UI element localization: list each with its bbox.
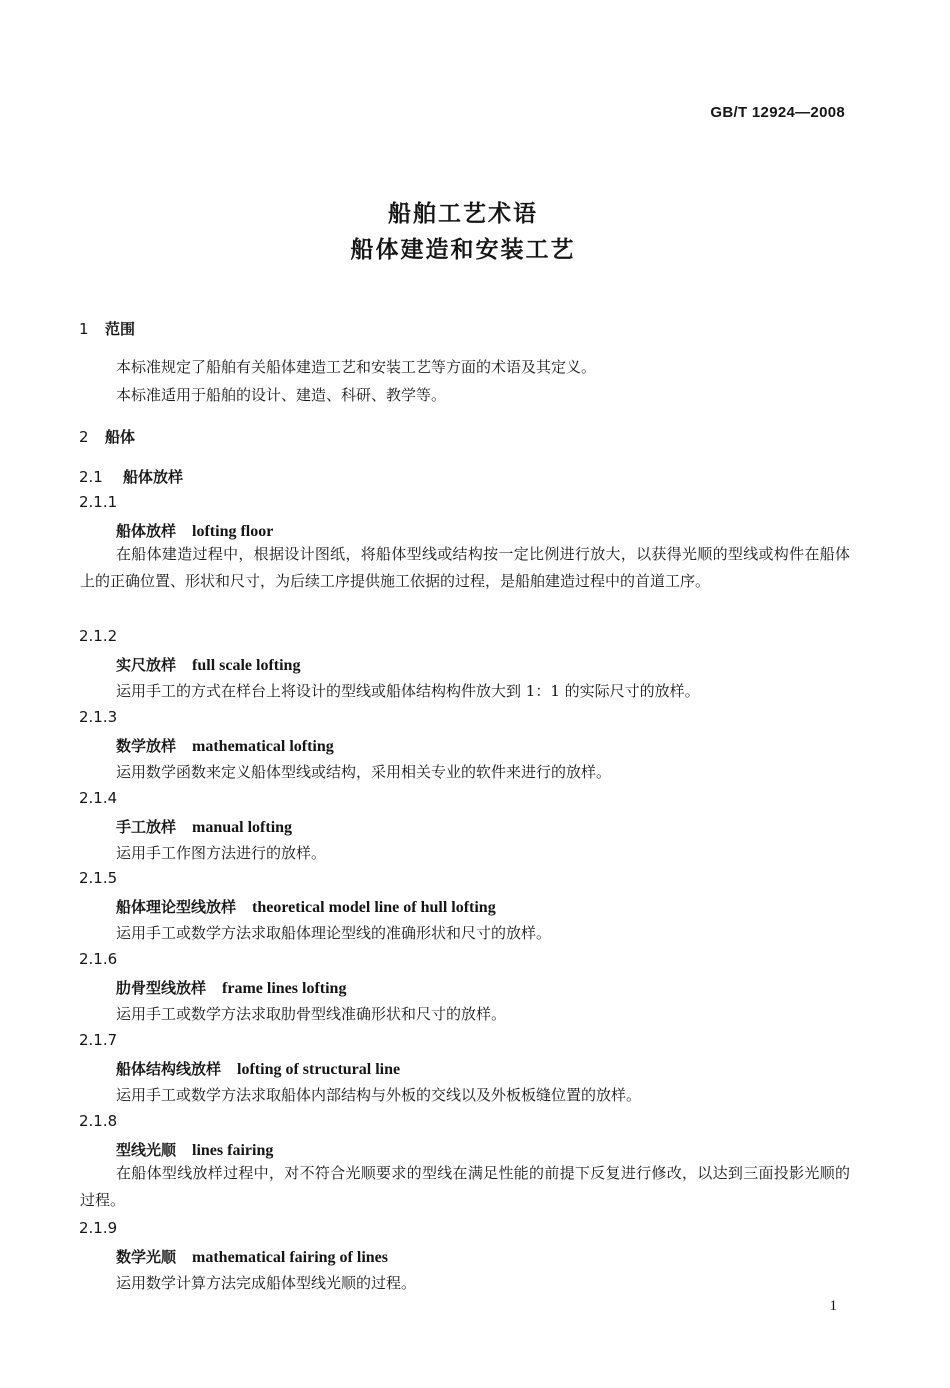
section-number: 1	[79, 320, 89, 338]
entry-definition: 运用手工或数学方法求取船体理论型线的准确形状和尺寸的放样。	[116, 924, 552, 942]
entry-term	[116, 896, 496, 917]
entry-term	[116, 977, 346, 998]
term-english: frame lines lofting	[222, 980, 347, 997]
term-chinese: 手工放样	[116, 818, 177, 836]
term-chinese: 肋骨型线放样	[116, 979, 207, 997]
subsection-number: 2.1	[79, 468, 103, 486]
entry-term	[116, 520, 273, 541]
entry-definition: 运用手工作图方法进行的放样。	[116, 844, 327, 862]
term-english: lines fairing	[192, 1142, 274, 1159]
entry-definition: 在船体型线放样过程中，对不符合光顺要求的型线在满足性能的前提下反复进行修改，以达到三面投影光顺的过程。	[80, 1164, 850, 1209]
term-chinese: 实尺放样	[116, 656, 177, 674]
term-english: theoretical model line of hull lofting	[252, 899, 496, 916]
entry-number: 2.1.3	[79, 708, 118, 726]
section-title: 范围	[105, 320, 136, 338]
document-title-line1: 船舶工艺术语	[388, 201, 538, 227]
entry-definition: 运用数学计算方法完成船体型线光顺的过程。	[116, 1274, 417, 1292]
term-chinese: 数学放样	[116, 737, 177, 755]
entry-number: 2.1.8	[79, 1112, 118, 1130]
subsection-title: 船体放样	[123, 468, 184, 486]
standard-number: GB/T 12924—2008	[710, 104, 845, 121]
term-chinese: 型线光顺	[116, 1141, 177, 1159]
section-number: 2	[79, 428, 89, 446]
entry-term	[116, 654, 300, 675]
entry-number: 2.1.5	[79, 869, 118, 887]
entry-definition: 运用手工的方式在样台上将设计的型线或船体结构构件放大到 1：1 的实际尺寸的放样。	[116, 682, 700, 700]
page-number: 1	[829, 1298, 837, 1314]
entry-definition: 运用手工或数学方法求取肋骨型线准确形状和尺寸的放样。	[116, 1005, 507, 1023]
section-heading-scope	[79, 318, 135, 339]
section-heading-hull	[79, 426, 135, 447]
entry-definition: 运用手工或数学方法求取船体内部结构与外板的交线以及外板板缝位置的放样。	[116, 1086, 642, 1104]
term-chinese: 船体结构线放样	[116, 1060, 222, 1078]
entry-definition: 运用数学函数来定义船体型线或结构，采用相关专业的软件来进行的放样。	[116, 763, 612, 781]
entry-number: 2.1.9	[79, 1219, 118, 1237]
entry-number: 2.1.2	[79, 627, 118, 645]
subsection-heading-hull-lofting	[79, 466, 183, 487]
term-english: mathematical fairing of lines	[192, 1249, 388, 1266]
entry-definition: 在船体建造过程中，根据设计图纸，将船体型线或结构按一定比例进行放大，以获得光顺的型线或构件在船体上的正确位置、形状和尺寸，为后续工序提供施工依据的过程，是船舶建造过程中的首道工序。	[80, 545, 850, 590]
entry-number: 2.1.1	[79, 493, 118, 511]
term-english: manual lofting	[192, 819, 293, 836]
document-title-line2: 船体建造和安装工艺	[350, 237, 576, 263]
entry-number: 2.1.7	[79, 1031, 118, 1049]
term-english: full scale lofting	[192, 657, 301, 674]
scope-paragraph-1: 本标准规定了船舶有关船体建造工艺和安装工艺等方面的术语及其定义。	[116, 358, 597, 376]
entry-number: 2.1.4	[79, 789, 118, 807]
term-english: lofting floor	[192, 523, 274, 540]
term-chinese: 船体理论型线放样	[116, 898, 237, 916]
entry-term	[116, 1058, 400, 1079]
entry-term	[116, 816, 292, 837]
term-chinese: 数学光顺	[116, 1248, 177, 1266]
term-chinese: 船体放样	[116, 522, 177, 540]
term-english: lofting of structural line	[237, 1061, 401, 1078]
entry-term	[116, 1139, 273, 1160]
scope-paragraph-2: 本标准适用于船舶的设计、建造、科研、教学等。	[116, 386, 447, 404]
entry-term	[116, 735, 334, 756]
section-title: 船体	[105, 428, 136, 446]
term-english: mathematical lofting	[192, 738, 334, 755]
entry-term	[116, 1246, 388, 1267]
entry-number: 2.1.6	[79, 950, 118, 968]
